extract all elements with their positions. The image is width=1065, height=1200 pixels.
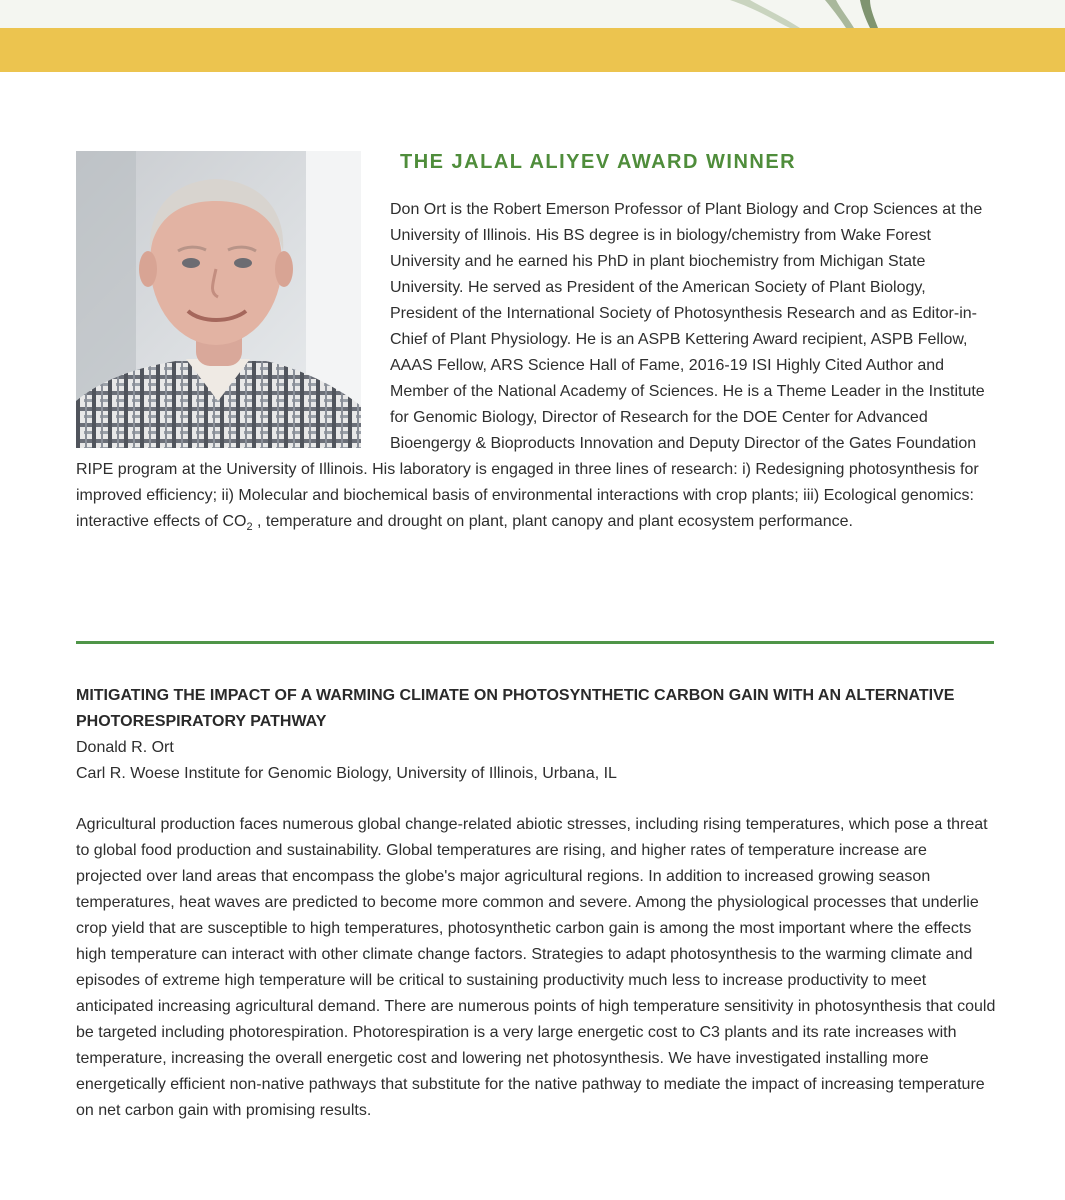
top-header-band <box>0 0 1065 28</box>
award-title: THE JALAL ALIYEV AWARD WINNER <box>400 151 797 173</box>
bio-text: Don Ort is the Robert Emerson Professor of Plant Biology and Crop Sciences at the University of Illinois. His BS degree is in biology/chemistry from Wake Forest University and he earned his PhD in plant biochemistry from Michigan State University. He served as President of the American Society of Plant Biology, President of the International Society of Photosynthesis Research and as Editor-in-Chief of Plant Physiology. He is an ASPB Kettering Award recipient, ASPB Fellow, AAAS Fellow, ARS Science Hall of Fame, 2016-19 ISI Highly Cited Author and Member of the National Academy of Sciences. He is a Theme Leader in the Institute for Genomic Biology, Director of Research for the DOE Center for Advanced Bioengergy & Bioproducts Innovation and Deputy Director of the Gates Foundation RIPE program at the University of Illinois. His laboratory is engaged in three lines of research: i) Redesigning photosynthesis for improved efficiency; ii) Molecular and biochemical basis of environmental interactions with crop plants; iii) Ecological genomics: interactive effects of CO <box>76 201 985 530</box>
bio-text-end: , temperature and drought on plant, plant canopy and plant ecosystem performance. <box>252 513 853 530</box>
abstract-author: Donald R. Ort <box>76 739 174 756</box>
co2-subscript: 2 <box>246 521 253 533</box>
photo-spacer <box>76 197 390 456</box>
abstract-body: Agricultural production faces numerous global change-related abiotic stresses, including rising temperatures, which pose a threat to global food production and sustainability. Global temperatures are rising, and higher rates of temperature increase are projected over land areas that encompass the globe's major agricultural regions. In addition to increased growing season temperatures, heat waves are predicted to become more common and severe. Among the physiological processes that underlie crop yield that are susceptible to high temperatures, photosynthetic carbon gain is among the most important where the effects high temperature can interact with other climate change factors. Strategies to adapt photosynthesis to the warming climate and episodes of extreme high temperature will be critical to sustaining productivity much less to increase productivity to meet anticipated increasing agricultural demand. There are numerous points of high temperature sensitivity in photosynthesis that could be targeted including photorespiration. Photorespiration is a very large energetic cost to C3 plants and its rate increases with temperature, increasing the overall energetic cost and lowering net photosynthesis. We have investigated installing more energetically efficient non-native pathways that substitute for the native pathway to mediate the impact of increasing temperature on net carbon gain with promising results. <box>76 816 996 1119</box>
abstract-affiliation: Carl R. Woese Institute for Genomic Biology, University of Illinois, Urbana, IL <box>76 765 617 782</box>
bio-paragraph <box>76 197 988 535</box>
yellow-banner <box>0 28 1065 72</box>
section-divider <box>76 641 994 644</box>
leaf-decoration-icon <box>720 0 890 28</box>
abstract-title: MITIGATING THE IMPACT OF A WARMING CLIMATE ON PHOTOSYNTHETIC CARBON GAIN WITH AN ALTERNATIVE PHOTORESPIRATORY PATHWAY <box>76 687 955 730</box>
